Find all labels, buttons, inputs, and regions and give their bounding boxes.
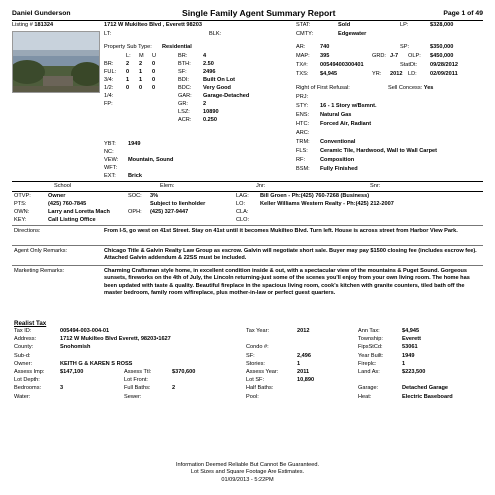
detail-value: 2496: [203, 69, 216, 75]
report-header: [12, 8, 483, 21]
owner-value: Call Listing Office: [48, 217, 96, 223]
tax-label: Assess Year:: [246, 369, 279, 375]
tax-value: Detached Garage: [402, 385, 449, 392]
agent-label: LAG:: [236, 193, 249, 199]
agent-remarks-label: Agent Only Remarks:: [14, 248, 68, 254]
owner-label: PTS:: [14, 201, 27, 207]
construction-value: 16 - 1 Story w/Bsmnt.: [320, 103, 377, 109]
owner-value: Subject to lienholder: [150, 201, 206, 207]
price-label: LP:: [400, 22, 409, 28]
property-photo-image: [13, 32, 99, 92]
lmu-value: 0: [126, 85, 130, 91]
detail-label: BDC:: [178, 85, 192, 91]
nc-label: NC:: [104, 149, 114, 155]
construction-value: Fully Finished: [320, 166, 358, 172]
directions-divider: [12, 225, 483, 226]
tax-label: Pool:: [246, 393, 259, 400]
lmu-value: 2: [139, 61, 143, 67]
detail-label: BR:: [178, 53, 188, 59]
lmu-value: 0: [152, 77, 156, 83]
school-divider: [12, 181, 483, 182]
detail-label: GR:: [178, 101, 188, 107]
tax-value: Everett: [402, 336, 421, 343]
tax-label: Land As:: [358, 369, 380, 375]
finance-label: StatDt:: [400, 62, 418, 68]
detail-value: Garage-Detached: [203, 93, 250, 99]
prop-sub-type: Property Sub Type: Residential: [104, 44, 192, 50]
tax-value: 1712 W Mukilteo Blvd Everett, 98203•1627: [60, 336, 171, 343]
tax-label: Stories:: [246, 360, 265, 367]
finance-value: $350,000: [430, 44, 454, 50]
agent-value: Bill Groen - Ph:(425) 760-7268 (Business): [260, 193, 370, 199]
tax-label: Fireplc:: [358, 360, 377, 367]
tax-label: FipsStCd:: [358, 344, 383, 351]
lmu-value: 0: [139, 85, 143, 91]
tax-value: $370,600: [172, 369, 196, 375]
construction-label: PRJ:: [296, 94, 309, 100]
school-label: School: [54, 183, 72, 189]
status-value: Edgewater: [338, 31, 367, 37]
tax-value: 005494-003-004-01: [60, 328, 110, 334]
construction-value: Composition: [320, 157, 355, 163]
elem-label: Elem:: [160, 183, 175, 189]
owner-label: OPH:: [128, 209, 142, 215]
tax-label: Year Built:: [358, 352, 384, 359]
agent-name: Daniel Gunderson: [12, 10, 71, 17]
finance-label: GRD:: [372, 53, 386, 59]
lmu-label: FUL:: [104, 69, 117, 75]
agent-label: CLO:: [236, 217, 250, 223]
report-title: Single Family Agent Summary Report: [182, 8, 336, 18]
construction-label: FLS:: [296, 148, 308, 154]
tax-label: Ann Tax:: [358, 328, 380, 334]
tax-value: 3: [60, 385, 64, 392]
finance-value: 02/09/2011: [430, 71, 458, 77]
finance-value: J-7: [390, 53, 399, 59]
marketing-divider: [12, 265, 483, 266]
owner-label: SOC:: [128, 193, 142, 199]
detail-label: BTH:: [178, 61, 191, 67]
tax-value: $223,500: [402, 369, 426, 375]
finance-value: 09/28/2012: [430, 62, 458, 68]
year-built: YBT: 1949: [104, 141, 141, 147]
tax-value: KEITH G & KAREN S ROSS: [60, 360, 133, 367]
lmu-value: 0: [152, 69, 156, 75]
tax-value: 1949: [402, 352, 415, 359]
directions-text: From I-5, go west on 41st Street. Stay on 41st until it becomes Mukilteo Blvd. Turn left. House is across street from Harbor View Park.: [104, 228, 458, 234]
lmu-value: 1: [126, 77, 130, 83]
owner-value: (425) 327-9447: [150, 209, 189, 215]
construction-label: BSM:: [296, 166, 310, 172]
lmu-value: 0: [126, 69, 130, 75]
construction-label: HTC:: [296, 121, 310, 127]
tax-label: Lot Front:: [124, 377, 148, 384]
tax-label: Full Baths:: [124, 385, 151, 392]
tax-value: 2012: [297, 328, 310, 334]
detail-value: 10890: [203, 109, 219, 115]
tax-label: Township:: [358, 336, 383, 343]
tax-value: Snohomish: [60, 344, 91, 351]
construction-label: ENS:: [296, 112, 310, 118]
right-of-first-refusal: Right of First Refusal:: [296, 85, 350, 91]
construction-value: Natural Gas: [320, 112, 352, 118]
owner-label: OWN:: [14, 209, 30, 215]
tax-value: Electric Baseboard: [402, 393, 453, 400]
owner-divider: [12, 191, 483, 192]
detail-value: 2: [203, 101, 207, 107]
status-label: CMTY:: [296, 31, 314, 37]
finance-label: TX#:: [296, 62, 308, 68]
lmu-value: 0: [152, 61, 156, 67]
lmu-value: 1: [139, 69, 143, 75]
view: VEW: Mountain, Sound: [104, 157, 174, 163]
detail-value: 4: [203, 53, 207, 59]
detail-label: SF:: [178, 69, 187, 75]
tax-value: 1: [297, 360, 301, 367]
finance-label: AR:: [296, 44, 306, 50]
footer-disclaimer: Information Deemed Reliable But Cannot Be Guaranteed.: [175, 462, 320, 468]
status-label: STAT:: [296, 22, 311, 28]
tax-label: Tax ID:: [14, 328, 32, 334]
lmu-header: M: [139, 53, 144, 59]
wft-label: WFT:: [104, 165, 118, 171]
finance-value: 00549400300401: [320, 62, 364, 68]
finance-label: OLP:: [408, 53, 421, 59]
tax-label: Heat:: [358, 393, 372, 400]
tax-label: Tax Year:: [246, 328, 270, 334]
finance-label: YR:: [372, 71, 382, 77]
tax-label: Garage:: [358, 385, 379, 392]
detail-value: 0.250: [203, 117, 217, 123]
footer-estimates: Lot Sizes and Square Footage Are Estimates.: [190, 469, 305, 476]
construction-value: Ceramic Tile, Hardwood, Wall to Wall Carpet: [320, 148, 437, 154]
lmu-header: L:: [126, 53, 131, 59]
detail-label: BDI:: [178, 77, 189, 83]
lmu-label: 3/4:: [104, 77, 114, 83]
lt-label: LT:: [104, 31, 112, 37]
tax-value: 2011: [297, 369, 310, 375]
detail-label: ACR:: [178, 117, 192, 123]
owner-value: Larry and Loretta Mach: [48, 209, 110, 215]
tax-label: Sewer:: [124, 393, 142, 400]
footer-timestamp: 01/09/2013 - 5:22PM: [221, 476, 274, 483]
owner-value: 3%: [150, 193, 159, 199]
finance-label: MAP:: [296, 53, 310, 59]
finance-label: LD:: [408, 71, 417, 77]
tax-value: 2,496: [297, 352, 311, 359]
finance-label: TXS:: [296, 71, 309, 77]
page-number: Page 1 of 49: [443, 10, 483, 17]
tax-label: County:: [14, 344, 34, 351]
marketing-label: Marketing Remarks:: [14, 268, 65, 274]
lmu-label: FP:: [104, 101, 113, 107]
tax-label: Lot Depth:: [14, 377, 40, 384]
tax-label: Sub-d:: [14, 352, 31, 359]
price-value: $328,000: [430, 22, 454, 28]
tax-label: Lot SF:: [246, 377, 265, 384]
tax-label: Assess Ttl:: [124, 369, 152, 375]
tax-value: 1: [402, 360, 406, 367]
directions-label: Directions:: [14, 228, 41, 234]
lmu-label: 1/2:: [104, 85, 114, 91]
tax-label: Condo #:: [246, 344, 269, 351]
finance-value: 2012: [390, 71, 403, 77]
finance-value: 395: [320, 53, 330, 59]
construction-label: TRM:: [296, 139, 310, 145]
lmu-value: 2: [126, 61, 130, 67]
owner-label: OTVP:: [14, 193, 31, 199]
agent-remarks-text: Chicago Title & Galvin Realty Law Group as escrow. Galvin will negotiate short sale. Buyer may pay $1500 closing fee (includes escrow fee). Attached Galvin addendum & 22SS must be included.: [104, 248, 477, 262]
tax-label: SF:: [246, 352, 255, 359]
tax-label: Half Baths:: [246, 385, 274, 392]
listing-number: Listing # 181324: [12, 22, 54, 28]
lmu-label: 1/4:: [104, 93, 114, 99]
finance-label: SP:: [400, 44, 410, 50]
tax-value: 2: [172, 385, 176, 392]
detail-label: GAR:: [178, 93, 192, 99]
tax-label: Address:: [14, 336, 37, 343]
owner-value: Owner: [48, 193, 66, 199]
lmu-value: 1: [139, 77, 143, 83]
listing-address: 1712 W Mukilteo Blvd , Everett 98203: [104, 22, 202, 28]
construction-label: RF:: [296, 157, 306, 163]
agent-value: Keller Williams Western Realty - Ph:(425) 212-2007: [260, 201, 394, 207]
realist-tax-title: Realist Tax: [14, 320, 47, 327]
status-value: Sold: [338, 22, 351, 28]
tax-label: Assess Imp:: [14, 369, 45, 375]
tax-label: Bedrooms:: [14, 385, 42, 392]
detail-value: Very Good: [203, 85, 231, 91]
finance-value: $4,945: [320, 71, 338, 77]
tax-label: Water:: [14, 393, 31, 400]
marketing-text: Charming Craftsman style home, in excellent condition inside & out, with a spectacular view of the mountains & Puget Sound. Gorgeous sunsets, fireworks on the 4th of July, the Lincoln returning-just some of the scenes you'll enjoy from your own living room. The home has been updated with taste & quality. Beautiful fireplace in the spacious living room, cook's kitchen with granite counters, tiled bath off the master bedroom, family room w/fireplace, plus mother-in-law or perfect guest quarters.: [104, 268, 470, 297]
tax-value: 53061: [402, 344, 418, 351]
tax-value: $147,100: [60, 369, 84, 375]
report-footer: [0, 462, 495, 484]
construction-label: STY:: [296, 103, 309, 109]
exterior: EXT: Brick: [104, 173, 142, 179]
tax-label: Owner:: [14, 360, 33, 367]
property-photo: [12, 31, 100, 93]
agent-label: LO:: [236, 201, 246, 207]
agent-label: CLA:: [236, 209, 249, 215]
lmu-label: BR:: [104, 61, 114, 67]
tax-value: $4,945: [402, 328, 420, 334]
snr-label: Snr:: [370, 183, 381, 189]
construction-label: ARC:: [296, 130, 310, 136]
finance-value: $450,000: [430, 53, 454, 59]
tax-value: 10,890: [297, 377, 315, 384]
sell-concessions: Sell Concess: Yes: [388, 85, 434, 91]
detail-value: Built On Lot: [203, 77, 236, 83]
jnr-label: Jnr:: [256, 183, 266, 189]
detail-label: LSZ:: [178, 109, 190, 115]
owner-label: KEY:: [14, 217, 27, 223]
agent-remarks-divider: [12, 245, 483, 246]
blk-label: BLK:: [209, 31, 222, 37]
lmu-value: 0: [152, 85, 156, 91]
construction-value: Forced Air, Radiant: [320, 121, 372, 127]
owner-value: (425) 760-7845: [48, 201, 87, 207]
construction-value: Conventional: [320, 139, 356, 145]
finance-value: 740: [320, 44, 330, 50]
lmu-header: U: [152, 53, 157, 59]
detail-value: 2.50: [203, 61, 214, 67]
